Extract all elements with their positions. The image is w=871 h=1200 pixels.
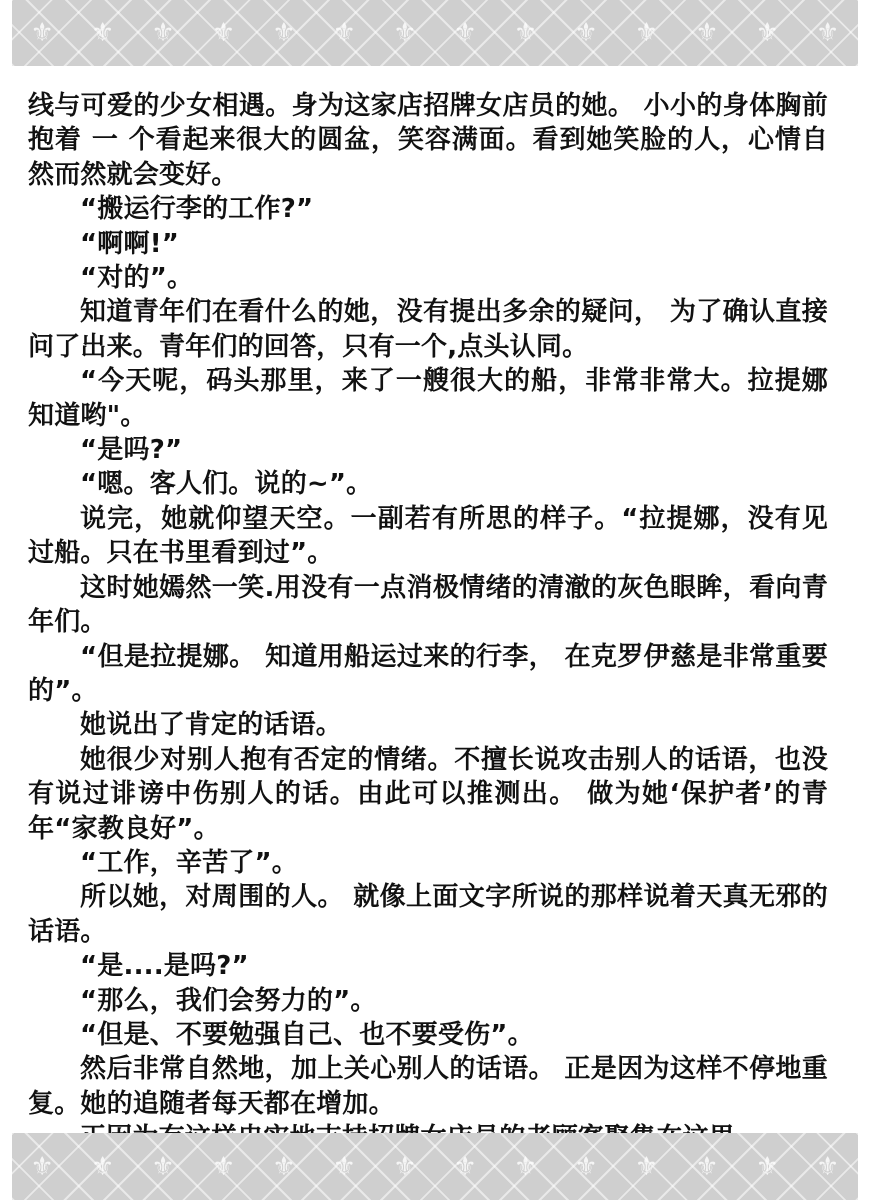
fleur-icon: ⚜	[211, 18, 236, 48]
fleur-pattern-bottom	[12, 1133, 858, 1200]
paragraph: “那么，我们会努力的”。	[80, 985, 377, 1016]
decorative-top-band	[12, 0, 858, 66]
story-text	[28, 89, 828, 1156]
fleur-pattern-top	[12, 0, 858, 66]
fleur-icon: ⚜	[755, 1151, 779, 1182]
fleur-icon: ⚜	[453, 18, 477, 48]
paragraph: 她说出了肯定的话语。	[80, 710, 343, 741]
paragraph: 她很少对别人抱有否定的情绪。不擅长说攻击别人的话语，也没有说过诽谤中伤别人的话。由此可以推测出。 做为她‘保护者’的青年“家教良好”。	[28, 744, 828, 844]
paragraph: “今天呢，码头那里，来了一艘很大的船，非常非常大。拉提娜知道哟"。	[28, 366, 828, 431]
fleur-icon: ⚜	[151, 18, 175, 48]
fleur-icon: ⚜	[90, 18, 115, 48]
fleur-icon: ⚜	[634, 1151, 659, 1182]
paragraph: “是吗?”	[80, 435, 183, 466]
fleur-icon: ⚜	[393, 18, 417, 48]
fleur-icon: ⚜	[332, 18, 356, 48]
fleur-icon: ⚜	[332, 1151, 356, 1182]
fleur-icon: ⚜	[453, 1151, 477, 1182]
fleur-icon: ⚜	[30, 18, 54, 48]
decorative-bottom-band	[12, 1133, 858, 1200]
fleur-icon: ⚜	[90, 1151, 115, 1182]
fleur-icon: ⚜	[151, 1151, 175, 1182]
paragraph: 这时她嫣然一笑.用没有一点消极情绪的清澈的灰色眼眸，看向青年们。	[28, 572, 828, 638]
fleur-icon: ⚜	[272, 1151, 296, 1182]
fleur-icon: ⚜	[272, 18, 296, 48]
paragraph: “搬运行李的工作?”	[80, 194, 314, 225]
paragraph: 然后非常自然地，加上关心别人的话语。 正是因为这样不停地重复。她的追随者每天都在增加。	[28, 1054, 828, 1119]
fleur-icon: ⚜	[574, 1151, 598, 1182]
fleur-icon: ⚜	[695, 18, 719, 48]
paragraph: 说完，她就仰望天空。一副若有所思的样子。“拉提娜，没有见过船。只在书里看到过”。	[28, 503, 828, 569]
paragraph: “对的”。	[80, 263, 194, 294]
fleur-icon: ⚜	[695, 1151, 719, 1182]
fleur-icon: ⚜	[393, 1151, 417, 1182]
paragraph: 所以她，对周围的人。 就像上面文字所说的那样说着天真无邪的话语。	[28, 882, 828, 947]
fleur-icon: ⚜	[574, 18, 598, 48]
fleur-icon: ⚜	[30, 1151, 54, 1182]
paragraph: “啊啊!”	[80, 228, 180, 259]
paragraph: “但是拉提娜。 知道用船运过来的行李， 在克罗伊慈是非常重要的”。	[28, 641, 828, 706]
paragraph: “但是、不要勉强自己、也不要受伤”。	[80, 1019, 534, 1050]
paragraph: 线与可爱的少女相遇。身为这家店招牌女店员的她。 小小的身体胸前抱着 一 个看起来很大的圆盆，笑容满面。看到她笑脸的人，心情自然而然就会变好。	[28, 91, 828, 190]
paragraph: “工作，辛苦了”。	[80, 847, 298, 878]
fleur-icon: ⚜	[816, 18, 840, 48]
fleur-icon: ⚜	[755, 18, 779, 48]
fleur-icon: ⚜	[634, 18, 659, 48]
fleur-icon: ⚜	[816, 1151, 840, 1182]
paragraph: “是....是吗?”	[80, 951, 249, 982]
fleur-icon: ⚜	[211, 1151, 236, 1182]
fleur-icon: ⚜	[513, 18, 538, 48]
paragraph: 知道青年们在看什么的她，没有提出多余的疑问， 为了确认直接问了出来。青年们的回答，只有一个,点头认同。	[28, 297, 828, 362]
paragraph: “嗯。客人们。说的~”。	[80, 469, 373, 500]
fleur-icon: ⚜	[513, 1151, 538, 1182]
